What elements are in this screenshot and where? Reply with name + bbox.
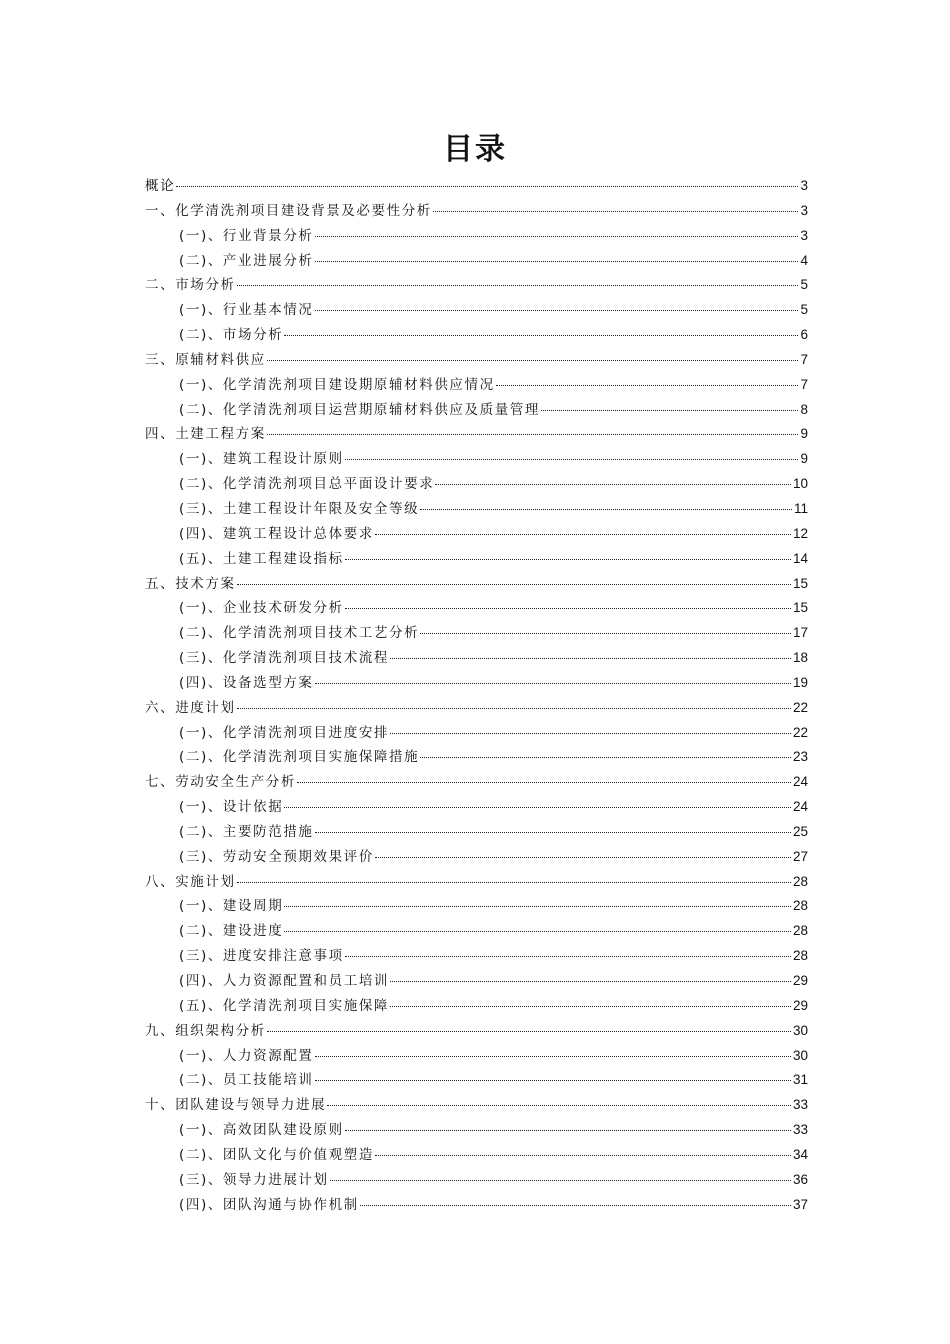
toc-entry[interactable] xyxy=(145,174,808,199)
toc-entry[interactable] xyxy=(145,522,808,547)
dot-leader xyxy=(345,459,799,460)
toc-entry-label: (五)、土建工程建设指标 xyxy=(179,550,344,567)
toc-entry-label: (二)、化学清洗剂项目技术工艺分析 xyxy=(179,625,420,642)
dot-leader xyxy=(267,360,799,361)
toc-entry[interactable] xyxy=(145,199,808,224)
toc-entry[interactable] xyxy=(145,472,808,497)
dot-leader xyxy=(176,186,798,187)
toc-entry[interactable] xyxy=(145,1118,808,1143)
toc-entry-label: (五)、化学清洗剂项目实施保障 xyxy=(179,997,390,1014)
toc-entry-label: 一、化学清洗剂项目建设背景及必要性分析 xyxy=(145,202,432,219)
toc-entry-label: (一)、建设周期 xyxy=(179,898,284,915)
toc-entry-page-number: 28 xyxy=(792,898,808,914)
toc-entry-page-number: 27 xyxy=(792,848,808,864)
toc-entry-page-number: 17 xyxy=(792,625,808,641)
toc-entry[interactable] xyxy=(145,745,808,770)
toc-entry-page-number: 34 xyxy=(792,1146,808,1162)
toc-entry[interactable] xyxy=(145,671,808,696)
toc-entry-page-number: 30 xyxy=(792,1047,808,1063)
dot-leader xyxy=(496,385,799,386)
dot-leader xyxy=(390,1006,791,1007)
toc-entry-page-number: 22 xyxy=(792,724,808,740)
toc-entry-page-number: 3 xyxy=(800,178,808,193)
toc-entry-page-number: 36 xyxy=(792,1171,808,1187)
toc-entry[interactable] xyxy=(145,944,808,969)
dot-leader xyxy=(327,1105,791,1106)
toc-entry-page-number: 18 xyxy=(792,650,808,666)
toc-entry-page-number: 12 xyxy=(792,525,808,541)
toc-entry[interactable] xyxy=(145,1068,808,1093)
dot-leader xyxy=(315,683,791,684)
dot-leader xyxy=(315,1056,791,1057)
toc-entry-label: (三)、领导力进展计划 xyxy=(179,1171,329,1188)
toc-entry-page-number: 19 xyxy=(792,674,808,690)
dot-leader xyxy=(237,708,791,709)
dot-leader xyxy=(284,931,791,932)
toc-entry-page-number: 9 xyxy=(800,426,808,442)
dot-leader xyxy=(420,633,791,634)
toc-entry-page-number: 28 xyxy=(792,873,808,889)
toc-entry-label: (四)、建筑工程设计总体要求 xyxy=(179,525,374,542)
toc-entry[interactable] xyxy=(145,1193,808,1218)
toc-entry-label: (四)、人力资源配置和员工培训 xyxy=(179,973,390,989)
toc-entry-label: (一)、行业背景分析 xyxy=(179,227,314,244)
toc-entry-label: 六、进度计划 xyxy=(145,699,236,716)
toc-entry[interactable] xyxy=(145,422,808,447)
toc-entry-label: 四、土建工程方案 xyxy=(145,426,266,443)
dot-leader xyxy=(237,584,791,585)
toc-entry-page-number: 6 xyxy=(800,327,808,343)
dot-leader xyxy=(267,1031,791,1032)
dot-leader xyxy=(315,261,799,262)
toc-entry-label: (二)、化学清洗剂项目实施保障措施 xyxy=(179,749,420,766)
toc-entry-page-number: 29 xyxy=(792,973,808,988)
toc-entry-page-number: 8 xyxy=(800,401,808,417)
toc-entry[interactable] xyxy=(145,398,808,423)
dot-leader xyxy=(541,410,798,411)
toc-entry-page-number: 28 xyxy=(792,923,808,939)
toc-entry-label: 十、团队建设与领导力进展 xyxy=(145,1097,327,1114)
toc-entry[interactable] xyxy=(145,870,808,895)
toc-entry-label: (一)、人力资源配置 xyxy=(179,1047,314,1064)
toc-entry[interactable] xyxy=(145,224,808,249)
toc-entry[interactable] xyxy=(145,596,808,621)
toc-entry-page-number: 29 xyxy=(792,997,808,1013)
dot-leader xyxy=(345,559,791,560)
dot-leader xyxy=(375,1155,791,1156)
toc-entry-page-number: 24 xyxy=(792,799,808,815)
toc-entry-label: (二)、市场分析 xyxy=(179,327,284,344)
toc-entry-page-number: 3 xyxy=(800,202,808,218)
toc-entry[interactable] xyxy=(145,919,808,944)
toc-entry-page-number: 23 xyxy=(792,749,808,765)
toc-entry-label: 七、劳动安全生产分析 xyxy=(145,774,296,791)
table-of-contents xyxy=(145,174,808,1217)
toc-entry-label: (一)、企业技术研发分析 xyxy=(179,600,344,617)
toc-entry-label: (一)、化学清洗剂项目建设期原辅材料供应情况 xyxy=(179,376,495,393)
toc-entry[interactable] xyxy=(145,721,808,746)
toc-entry-label: 概论 xyxy=(145,178,176,194)
dot-leader xyxy=(390,981,791,982)
dot-leader xyxy=(360,1205,791,1206)
dot-leader xyxy=(267,434,799,435)
toc-entry-label: 九、组织架构分析 xyxy=(145,1022,266,1039)
toc-entry-page-number: 22 xyxy=(792,699,808,715)
dot-leader xyxy=(284,807,791,808)
dot-leader xyxy=(375,534,791,535)
toc-entry[interactable] xyxy=(145,696,808,721)
toc-entry[interactable] xyxy=(145,646,808,671)
toc-entry[interactable] xyxy=(145,770,808,795)
toc-entry-label: (三)、进度安排注意事项 xyxy=(179,948,344,965)
toc-entry-label: (四)、设备选型方案 xyxy=(179,674,314,691)
dot-leader xyxy=(315,832,791,833)
toc-entry-label: (四)、团队沟通与协作机制 xyxy=(179,1196,359,1213)
toc-entry-page-number: 4 xyxy=(800,252,808,268)
toc-entry-label: (二)、化学清洗剂项目运营期原辅材料供应及质量管理 xyxy=(179,401,541,418)
toc-entry-label: (三)、化学清洗剂项目技术流程 xyxy=(179,650,390,667)
toc-entry-page-number: 33 xyxy=(792,1122,808,1138)
toc-entry[interactable] xyxy=(145,1168,808,1193)
toc-entry[interactable] xyxy=(145,1143,808,1168)
toc-entry[interactable] xyxy=(145,845,808,870)
dot-leader xyxy=(330,1180,791,1181)
dot-leader xyxy=(345,956,791,957)
toc-entry-page-number: 15 xyxy=(792,600,808,616)
toc-entry[interactable] xyxy=(145,273,808,298)
toc-entry-label: (二)、主要防范措施 xyxy=(179,823,314,840)
dot-leader xyxy=(375,857,791,858)
dot-leader xyxy=(420,757,791,758)
dot-leader xyxy=(284,335,798,336)
toc-entry[interactable] xyxy=(145,1019,808,1044)
toc-entry-page-number: 30 xyxy=(792,1022,808,1038)
toc-entry[interactable] xyxy=(145,795,808,820)
toc-entry[interactable] xyxy=(145,1044,808,1069)
dot-leader xyxy=(435,484,791,485)
toc-entry[interactable] xyxy=(145,547,808,572)
dot-leader xyxy=(315,236,799,237)
dot-leader xyxy=(345,1130,791,1131)
dot-leader xyxy=(297,782,791,783)
toc-entry[interactable] xyxy=(145,298,808,323)
toc-entry-page-number: 11 xyxy=(793,500,808,516)
toc-entry-page-number: 25 xyxy=(792,823,808,839)
toc-entry-label: (二)、建设进度 xyxy=(179,923,284,940)
toc-entry-label: 三、原辅材料供应 xyxy=(145,351,266,368)
toc-entry[interactable] xyxy=(145,572,808,597)
toc-entry-page-number: 5 xyxy=(800,277,808,293)
toc-entry-label: (二)、产业进展分析 xyxy=(179,252,314,269)
toc-entry[interactable] xyxy=(145,621,808,646)
dot-leader xyxy=(345,608,791,609)
toc-entry-page-number: 33 xyxy=(792,1097,808,1113)
toc-entry[interactable] xyxy=(145,249,808,274)
toc-entry-label: (一)、行业基本情况 xyxy=(179,302,314,319)
toc-entry-page-number: 10 xyxy=(792,476,808,492)
toc-entry[interactable] xyxy=(145,969,808,994)
toc-entry-page-number: 5 xyxy=(800,302,808,318)
dot-leader xyxy=(433,211,799,212)
toc-entry-page-number: 37 xyxy=(792,1196,808,1212)
toc-entry-label: (三)、劳动安全预期效果评价 xyxy=(179,848,374,865)
toc-entry-label: 五、技术方案 xyxy=(145,575,236,592)
toc-entry-page-number: 15 xyxy=(792,575,808,591)
toc-entry-page-number: 9 xyxy=(800,451,808,467)
toc-entry[interactable] xyxy=(145,1093,808,1118)
toc-entry-label: (一)、化学清洗剂项目进度安排 xyxy=(179,724,390,741)
toc-entry-label: (一)、设计依据 xyxy=(179,799,284,816)
toc-entry-label: 二、市场分析 xyxy=(145,277,236,294)
toc-entry[interactable] xyxy=(145,447,808,472)
toc-entry[interactable] xyxy=(145,820,808,845)
toc-entry-label: (二)、员工技能培训 xyxy=(179,1072,314,1089)
toc-entry-page-number: 24 xyxy=(792,774,808,790)
toc-entry[interactable] xyxy=(145,894,808,919)
toc-entry[interactable] xyxy=(145,373,808,398)
dot-leader xyxy=(390,733,791,734)
toc-entry[interactable] xyxy=(145,497,808,522)
dot-leader xyxy=(284,906,791,907)
dot-leader xyxy=(420,509,792,510)
toc-entry-label: (一)、高效团队建设原则 xyxy=(179,1122,344,1139)
toc-entry-page-number: 28 xyxy=(792,948,808,964)
toc-entry-label: (二)、化学清洗剂项目总平面设计要求 xyxy=(179,476,435,493)
toc-entry[interactable] xyxy=(145,348,808,373)
toc-entry-label: (二)、团队文化与价值观塑造 xyxy=(179,1146,374,1163)
toc-entry-page-number: 7 xyxy=(800,376,808,392)
toc-entry[interactable] xyxy=(145,994,808,1019)
dot-leader xyxy=(237,285,799,286)
dot-leader xyxy=(315,1080,791,1081)
toc-entry-page-number: 7 xyxy=(800,351,808,367)
toc-entry-page-number: 31 xyxy=(792,1072,808,1088)
toc-entry-label: 八、实施计划 xyxy=(145,873,236,890)
dot-leader xyxy=(315,310,799,311)
toc-entry-page-number: 14 xyxy=(792,550,808,566)
toc-entry-label: (一)、建筑工程设计原则 xyxy=(179,451,344,468)
toc-entry-label: (三)、土建工程设计年限及安全等级 xyxy=(179,500,420,517)
toc-entry-page-number: 3 xyxy=(800,227,808,243)
dot-leader xyxy=(390,658,791,659)
toc-entry[interactable] xyxy=(145,323,808,348)
page-title: 目录 xyxy=(443,132,507,167)
dot-leader xyxy=(237,882,791,883)
